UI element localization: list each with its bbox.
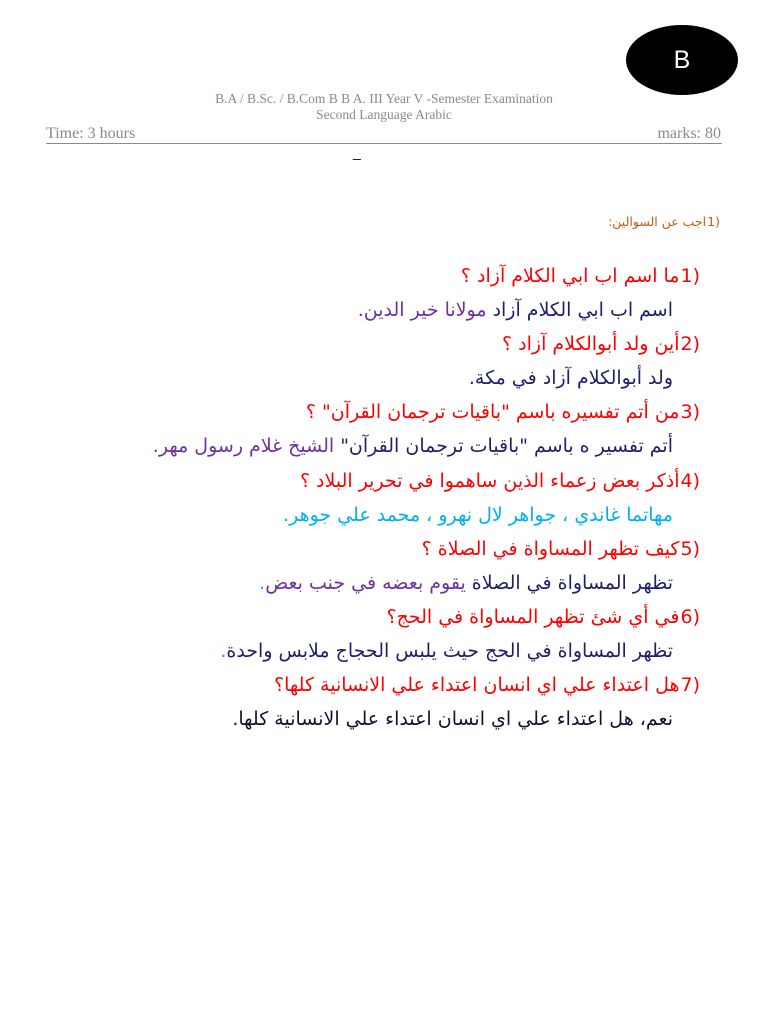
answer-6: [20, 634, 700, 668]
answer-text: اسم اب ابي الكلام آزاد: [486, 299, 673, 322]
answer-2: [20, 361, 700, 395]
question-text: أين ولد أبوالكلام آزاد ؟: [502, 333, 680, 356]
questions-and-answers: [20, 259, 700, 736]
question-number: 6): [680, 605, 700, 628]
question-number: 1): [680, 265, 700, 287]
question-number: 7): [680, 674, 700, 697]
question-number: 4): [680, 469, 700, 492]
exam-time: Time: 3 hours: [46, 125, 136, 142]
question-6: [20, 600, 700, 634]
question-text: هل اعتداء علي اي انسان اعتداء علي الانسانية كلها؟: [274, 674, 680, 697]
question-text: أذكر بعض زعماء الذين ساهموا في تحرير البلاد ؟: [299, 469, 680, 492]
question-number: 3): [680, 401, 700, 424]
question-text: ما اسم اب ابي الكلام آزاد ؟: [460, 265, 680, 287]
question-number: 5): [680, 537, 700, 560]
answer-text: تظهر المساواة في الصلاة: [465, 571, 673, 594]
exam-marks: marks: 80: [657, 125, 721, 142]
set-badge: [626, 25, 738, 95]
answer-4: [20, 498, 700, 532]
answer-period: .: [259, 571, 266, 594]
question-text: في أي شئ تظهر المساواة في الحج؟: [386, 605, 680, 628]
question-text: كيف تظهر المساواة في الصلاة ؟: [421, 537, 680, 560]
stray-dash: _: [353, 144, 361, 160]
set-letter: B: [673, 45, 691, 74]
answer-text-highlight: يقوم بعضه في جنب بعض: [265, 571, 466, 594]
question-2: [20, 327, 700, 361]
answer-text: تظهر المساواة في الحج حيث يلبس الحجاج ملابس واحدة: [226, 640, 673, 663]
exam-title: B.A / B.Sc. / B.Com B B A. III Year V -Semester Examination: [215, 91, 553, 106]
answer-period: .: [220, 640, 227, 663]
section-heading: [608, 212, 720, 232]
question-7: [20, 668, 700, 702]
section-label: اجب عن السوالين:: [608, 214, 707, 229]
answer-1: [20, 293, 700, 327]
answer-text: مهاتما غاندي ، جواهر لال نهرو ، محمد علي جوهر.: [283, 503, 673, 526]
section-number: 1): [707, 214, 720, 229]
answer-7: [20, 702, 700, 736]
question-text: من أتم تفسيره باسم "باقيات ترجمان القرآن" ؟: [305, 401, 680, 424]
answer-text: نعم، هل اعتداء علي اي انسان اعتداء علي الانسانية كلها.: [232, 708, 673, 731]
answer-3: [20, 429, 700, 463]
header-divider: [46, 143, 722, 144]
question-5: [20, 532, 700, 566]
answer-text-highlight: الشيخ غلام رسول مهر.: [152, 435, 335, 458]
exam-subject: Second Language Arabic: [316, 107, 452, 122]
answer-text: أتم تفسير ه باسم "باقيات ترجمان القرآن": [334, 435, 673, 458]
answer-5: [20, 566, 700, 600]
question-number: 2): [680, 333, 700, 356]
answer-text-highlight: مولانا خير الدين.: [357, 299, 487, 322]
question-3: [20, 395, 700, 429]
question-4: [20, 464, 700, 498]
answer-text: ولد أبوالكلام آزاد في مكة.: [468, 367, 673, 390]
question-1: [20, 259, 700, 293]
